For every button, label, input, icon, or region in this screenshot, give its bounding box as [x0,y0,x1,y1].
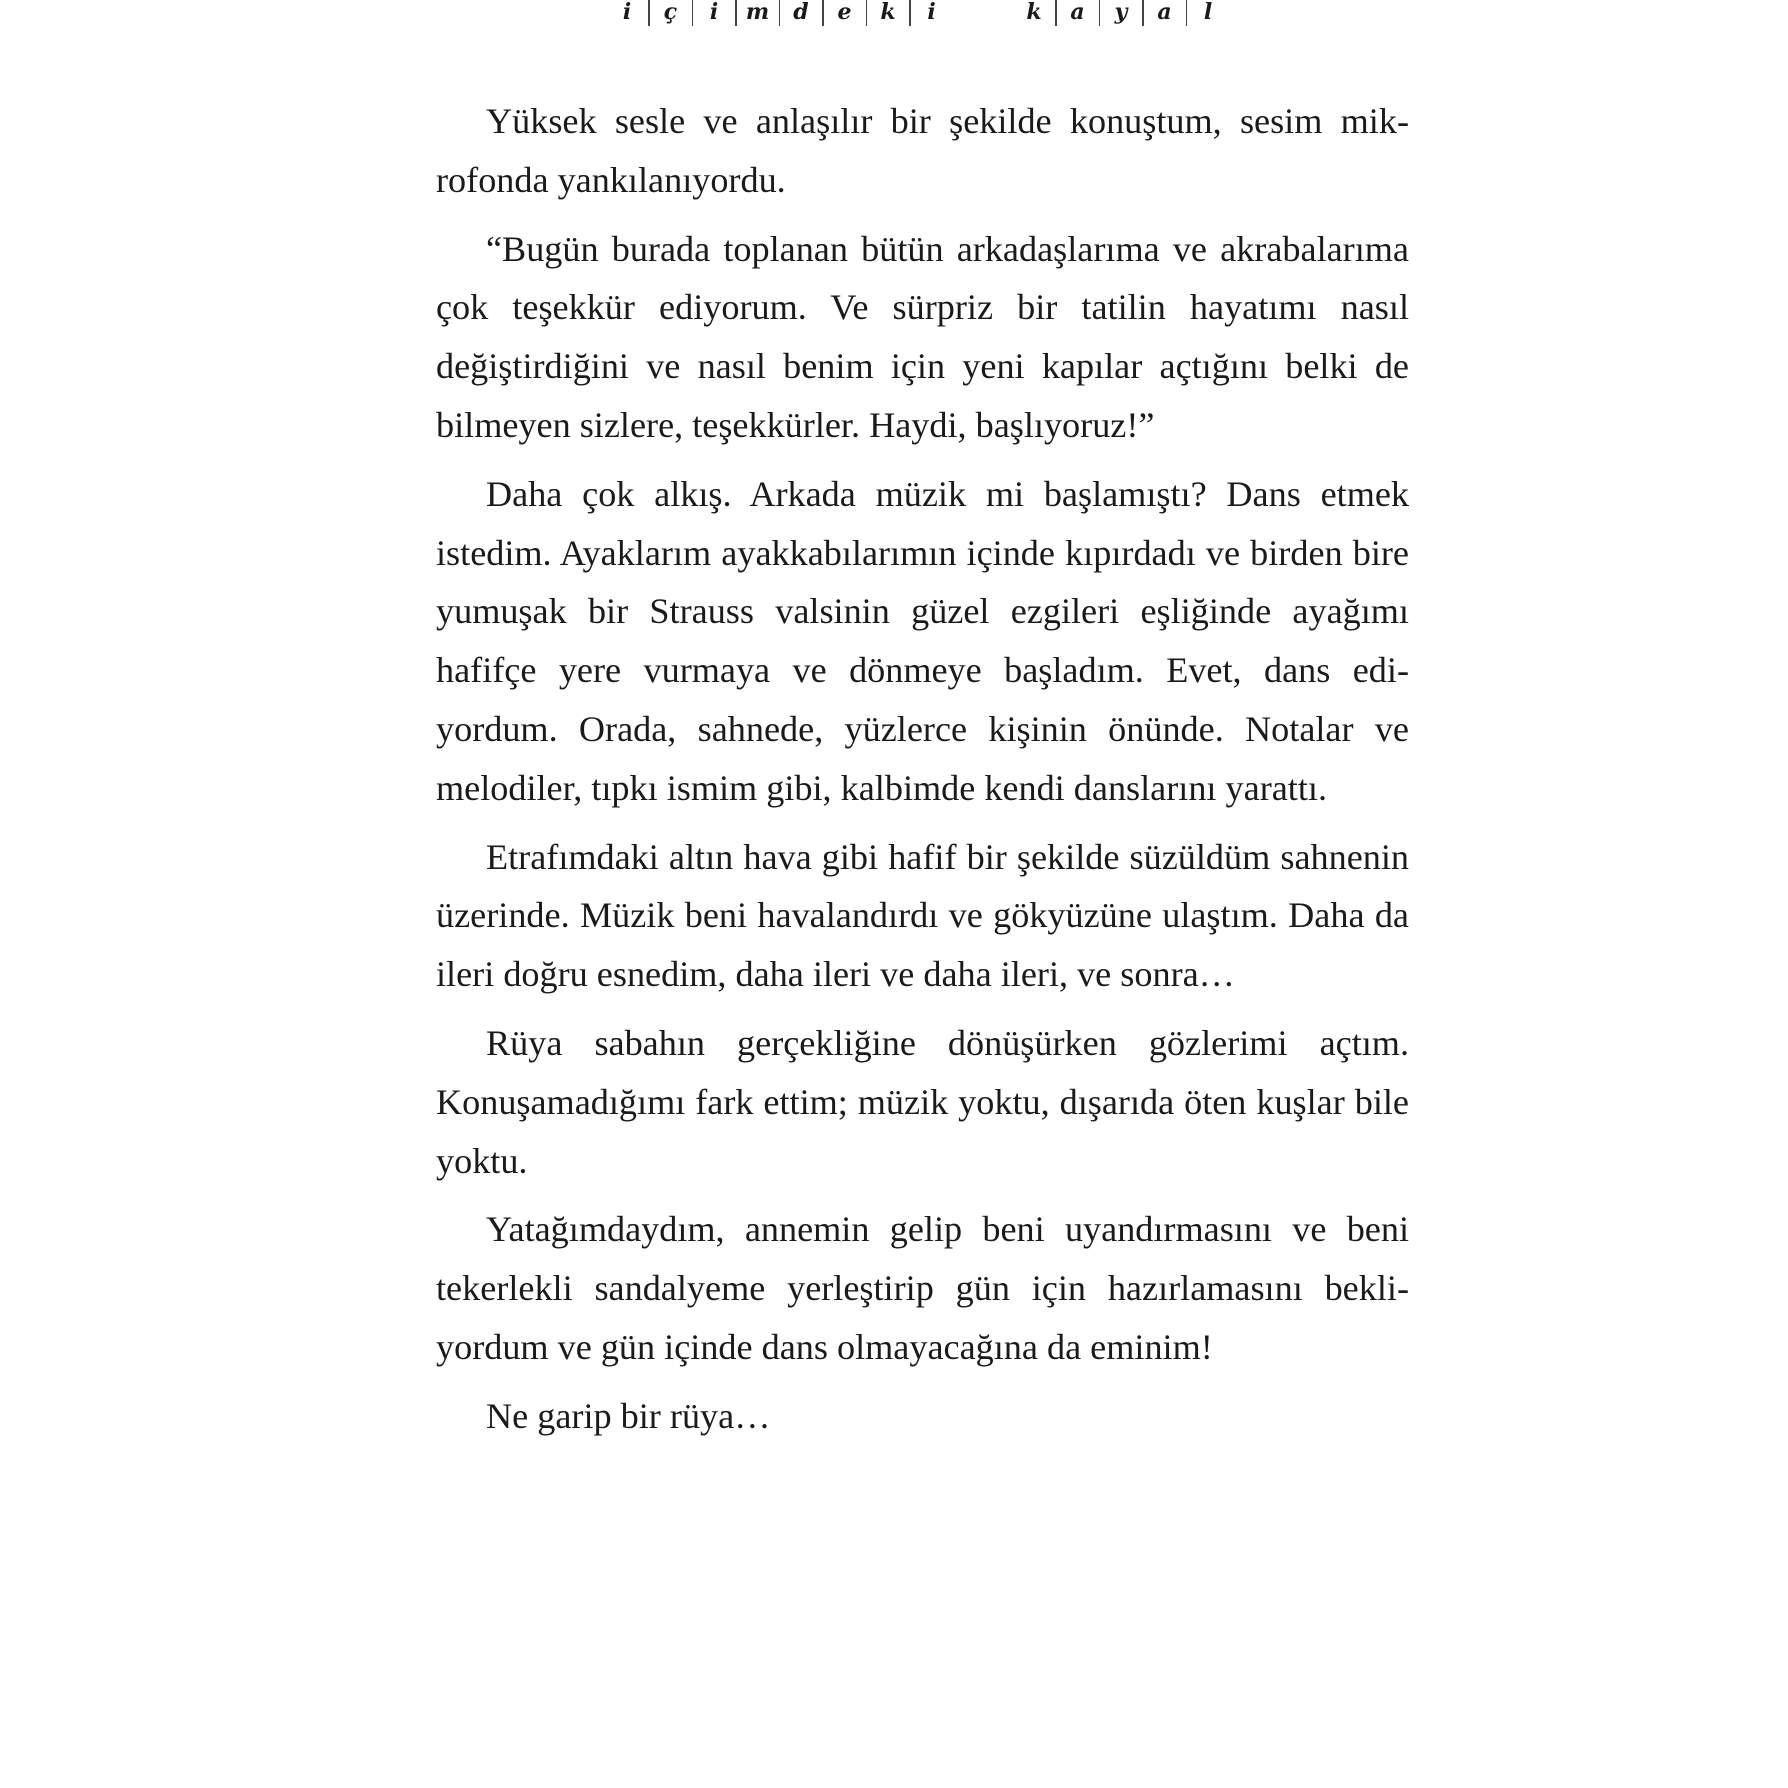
running-header-word-1 [614,0,945,26]
paragraph: Yüksek sesle ve anlaşılır bir şekilde konuştum, sesim mikrofonda yankılanıyordu. [436,101,1409,200]
header-separator [779,0,781,26]
header-separator [1142,0,1144,26]
header-separator [1099,0,1101,26]
header-letter: i [709,0,719,25]
header-letter: k [880,0,896,25]
running-header-word-2 [1021,0,1221,26]
running-header [0,0,1788,40]
header-separator [866,0,868,26]
header-letter: y [1114,0,1128,25]
paragraph: Daha çok alkış. Arkada müzik mi başlamıştı? Dans etmek istedim. Ayaklarım ayakkabılarımın içinde kıpırdadı ve birden bire yumuşak bir Strauss valsinin güzel ezgileri eşliğinde ayağımı hafifçe yere vurmaya ve dönmeye başladım. Evet, dans ediyordum. Orada, sahnede, yüzlerce kişinin önünde. Notalar ve melodiler, tıpkı ismim gibi, kalbimde kendi danslarını yarattı. [436,473,1409,808]
paragraph: Yatağımdaydım, annemin gelip beni uyandırmasını ve beni tekerlekli sandalyeme yerleştirip gün için hazırlamasını bekliyordum ve gün içinde dans olmayacağına da eminim! [436,1209,1409,1367]
header-separator [909,0,911,26]
header-separator [735,0,737,26]
header-letter: ç [663,0,678,25]
header-letter: a [1157,0,1172,25]
header-separator [822,0,824,26]
paragraph: Etrafımdaki altın hava gibi hafif bir şekilde süzüldüm sahnenin üzerinde. Müzik beni havalandırdı ve gökyüzüne ulaştım. Daha da ileri doğru esnedim, daha ileri ve daha ileri, ve sonra… [436,836,1409,995]
header-separator [692,0,694,26]
header-letter: k [1026,0,1042,25]
header-letter: d [793,0,809,25]
header-letter: i [927,0,936,25]
header-letter: a [1070,0,1085,25]
header-letter: m [745,0,770,25]
header-separator [648,0,650,26]
paragraph: Ne garip bir rüya… [486,1395,771,1436]
header-letter: l [1203,0,1213,25]
body-text [436,92,1409,1456]
header-letter: e [837,0,852,25]
paragraph: Rüya sabahın gerçekliğine dönüşürken gözlerimi açtım. Konuşamadığımı fark ettim; müzik yoktu, dışarıda öten kuşlar bile yoktu. [436,1022,1409,1181]
header-separator [1186,0,1188,26]
header-letter: i [622,0,632,25]
header-separator [1055,0,1057,26]
paragraph: “Bugün burada toplanan bütün arkadaşlarıma ve akrabalarıma çok teşekkür ediyorum. Ve sürpriz bir tatilin hayatımı nasıl değiştirdiğini ve nasıl benim için yeni kapılar açtığını belki de bilmeyen sizlere, teşekkürler. Haydi, başlıyoruz!” [436,228,1409,445]
